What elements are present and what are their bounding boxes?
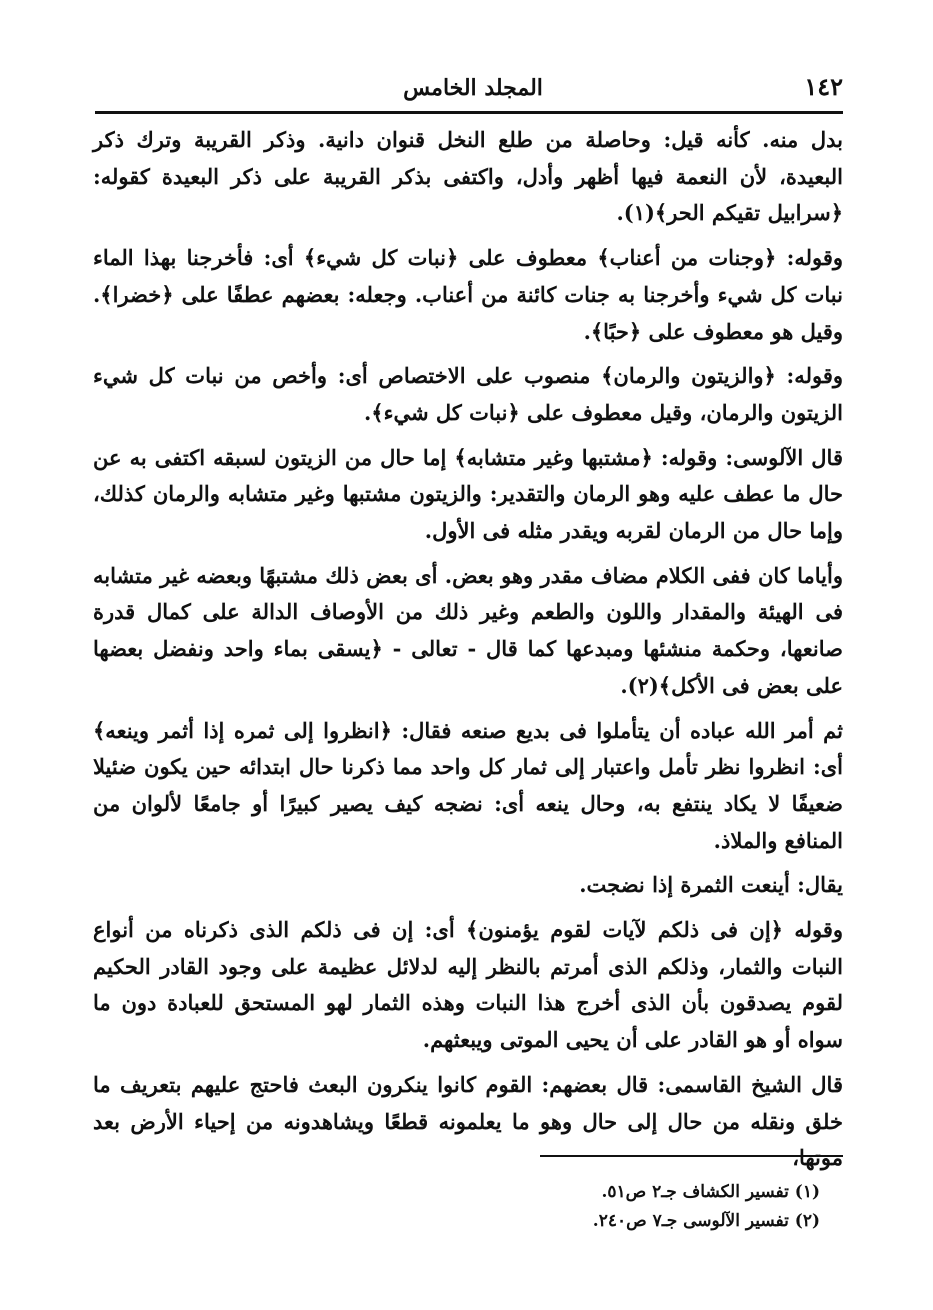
paragraph: قال الشيخ القاسمى: قال بعضهم: القوم كانوا ينكرون البعث فاحتج عليهم بتعريف ما خلق ونقله من حال إلى حال وهو ما يعلمونه قطعًا ويشاهدونه من إحياء الأرض بعد موتها،: [93, 1071, 843, 1171]
paragraph: يقال: أينعت الثمرة إذا نضجت.: [579, 872, 843, 898]
header-rule: [95, 111, 843, 114]
page-header: [95, 66, 843, 106]
footnote: (١) تفسير الكشاف جـ٢ ص٥١.: [601, 1182, 820, 1202]
running-head: المجلد الخامس: [403, 75, 543, 101]
footnotes: [300, 1178, 820, 1236]
paragraph: قال الآلوسى: وقوله: ﴿مشتبها وغير متشابه﴾ إما حال من الزيتون لسبقه اكتفى به عن حال ما عطف عليه وهو الرمان والتقدير: والزيتون مشتبها وغير متشابه والرمان كذلك، وإما حال من الرمان لقربه ويقدر مثله فى الأول.: [93, 444, 843, 544]
body-text: [93, 122, 843, 1177]
page-number: ١٤٢: [804, 72, 843, 101]
paragraph: بدل منه. كأنه قيل: وحاصلة من طلع النخل قنوان دانية. وذكر القريبة وترك ذكر البعيدة، لأن النعمة فيها أظهر وأدل، واكتفى بذكر القريبة على ذكر البعيدة كقوله: ﴿سرابيل تقيكم الحر﴾(١).: [93, 127, 843, 226]
footnote: (٢) تفسير الآلوسى جـ٧ ص٢٤٠.: [592, 1211, 820, 1231]
paragraph: وقوله: ﴿وجنات من أعناب﴾ معطوف على ﴿نبات كل شيء﴾ أى: فأخرجنا بهذا الماء نبات كل شيء وأخرجنا به جنات كائنة من أعناب. وجعله: بعضهم عطفًا على ﴿خضرا﴾. وقيل هو معطوف على ﴿حبًا﴾.: [93, 245, 843, 344]
paragraph: وقوله: ﴿والزيتون والرمان﴾ منصوب على الاختصاص أى: وأخص من نبات كل شيء الزيتون والرمان، وقيل معطوف على ﴿نبات كل شيء﴾.: [93, 363, 843, 425]
paragraph: ثم أمر الله عباده أن يتأملوا فى بديع صنعه فقال: ﴿انظروا إلى ثمره إذا أثمر وينعه﴾ أى: انظروا نظر تأمل واعتبار إلى ثمار كل واحد مما ذكرنا حال ابتدائه حين يكون ضئيلا ضعيفًا لا يكاد ينتفع به، وحال ينعه أى: نضجه كيف يصير كبيرًا أو جامعًا لألوان من المنافع والملاذ.: [93, 717, 843, 853]
footnote-rule: [540, 1155, 843, 1157]
paragraph: وأياما كان ففى الكلام مضاف مقدر وهو بعض. أى بعض ذلك مشتبهًا وبعضه غير متشابه فى الهيئة والمقدار واللون والطعم وغير ذلك من الأوصاف الدالة على كمال قدرة صانعها، وحكمة منشئها ومبدعها كما قال - تعالى - ﴿يسقى بماء واحد ونفضل بعضها على بعض فى الأكل﴾(٢).: [93, 562, 843, 698]
paragraph: وقوله ﴿إن فى ذلكم لآيات لقوم يؤمنون﴾ أى: إن فى ذلكم الذى ذكرناه من أنواع النبات والثمار، وذلكم الذى أمرتم بالنظر إليه لدلائل عظيمة على وجود القادر الحكيم لقوم يصدقون بأن الذى أخرج هذا النبات وهذه الثمار لهو المستحق للعبادة دون ما سواه أو هو القادر على أن يحيى الموتى ويبعثهم.: [93, 917, 843, 1053]
